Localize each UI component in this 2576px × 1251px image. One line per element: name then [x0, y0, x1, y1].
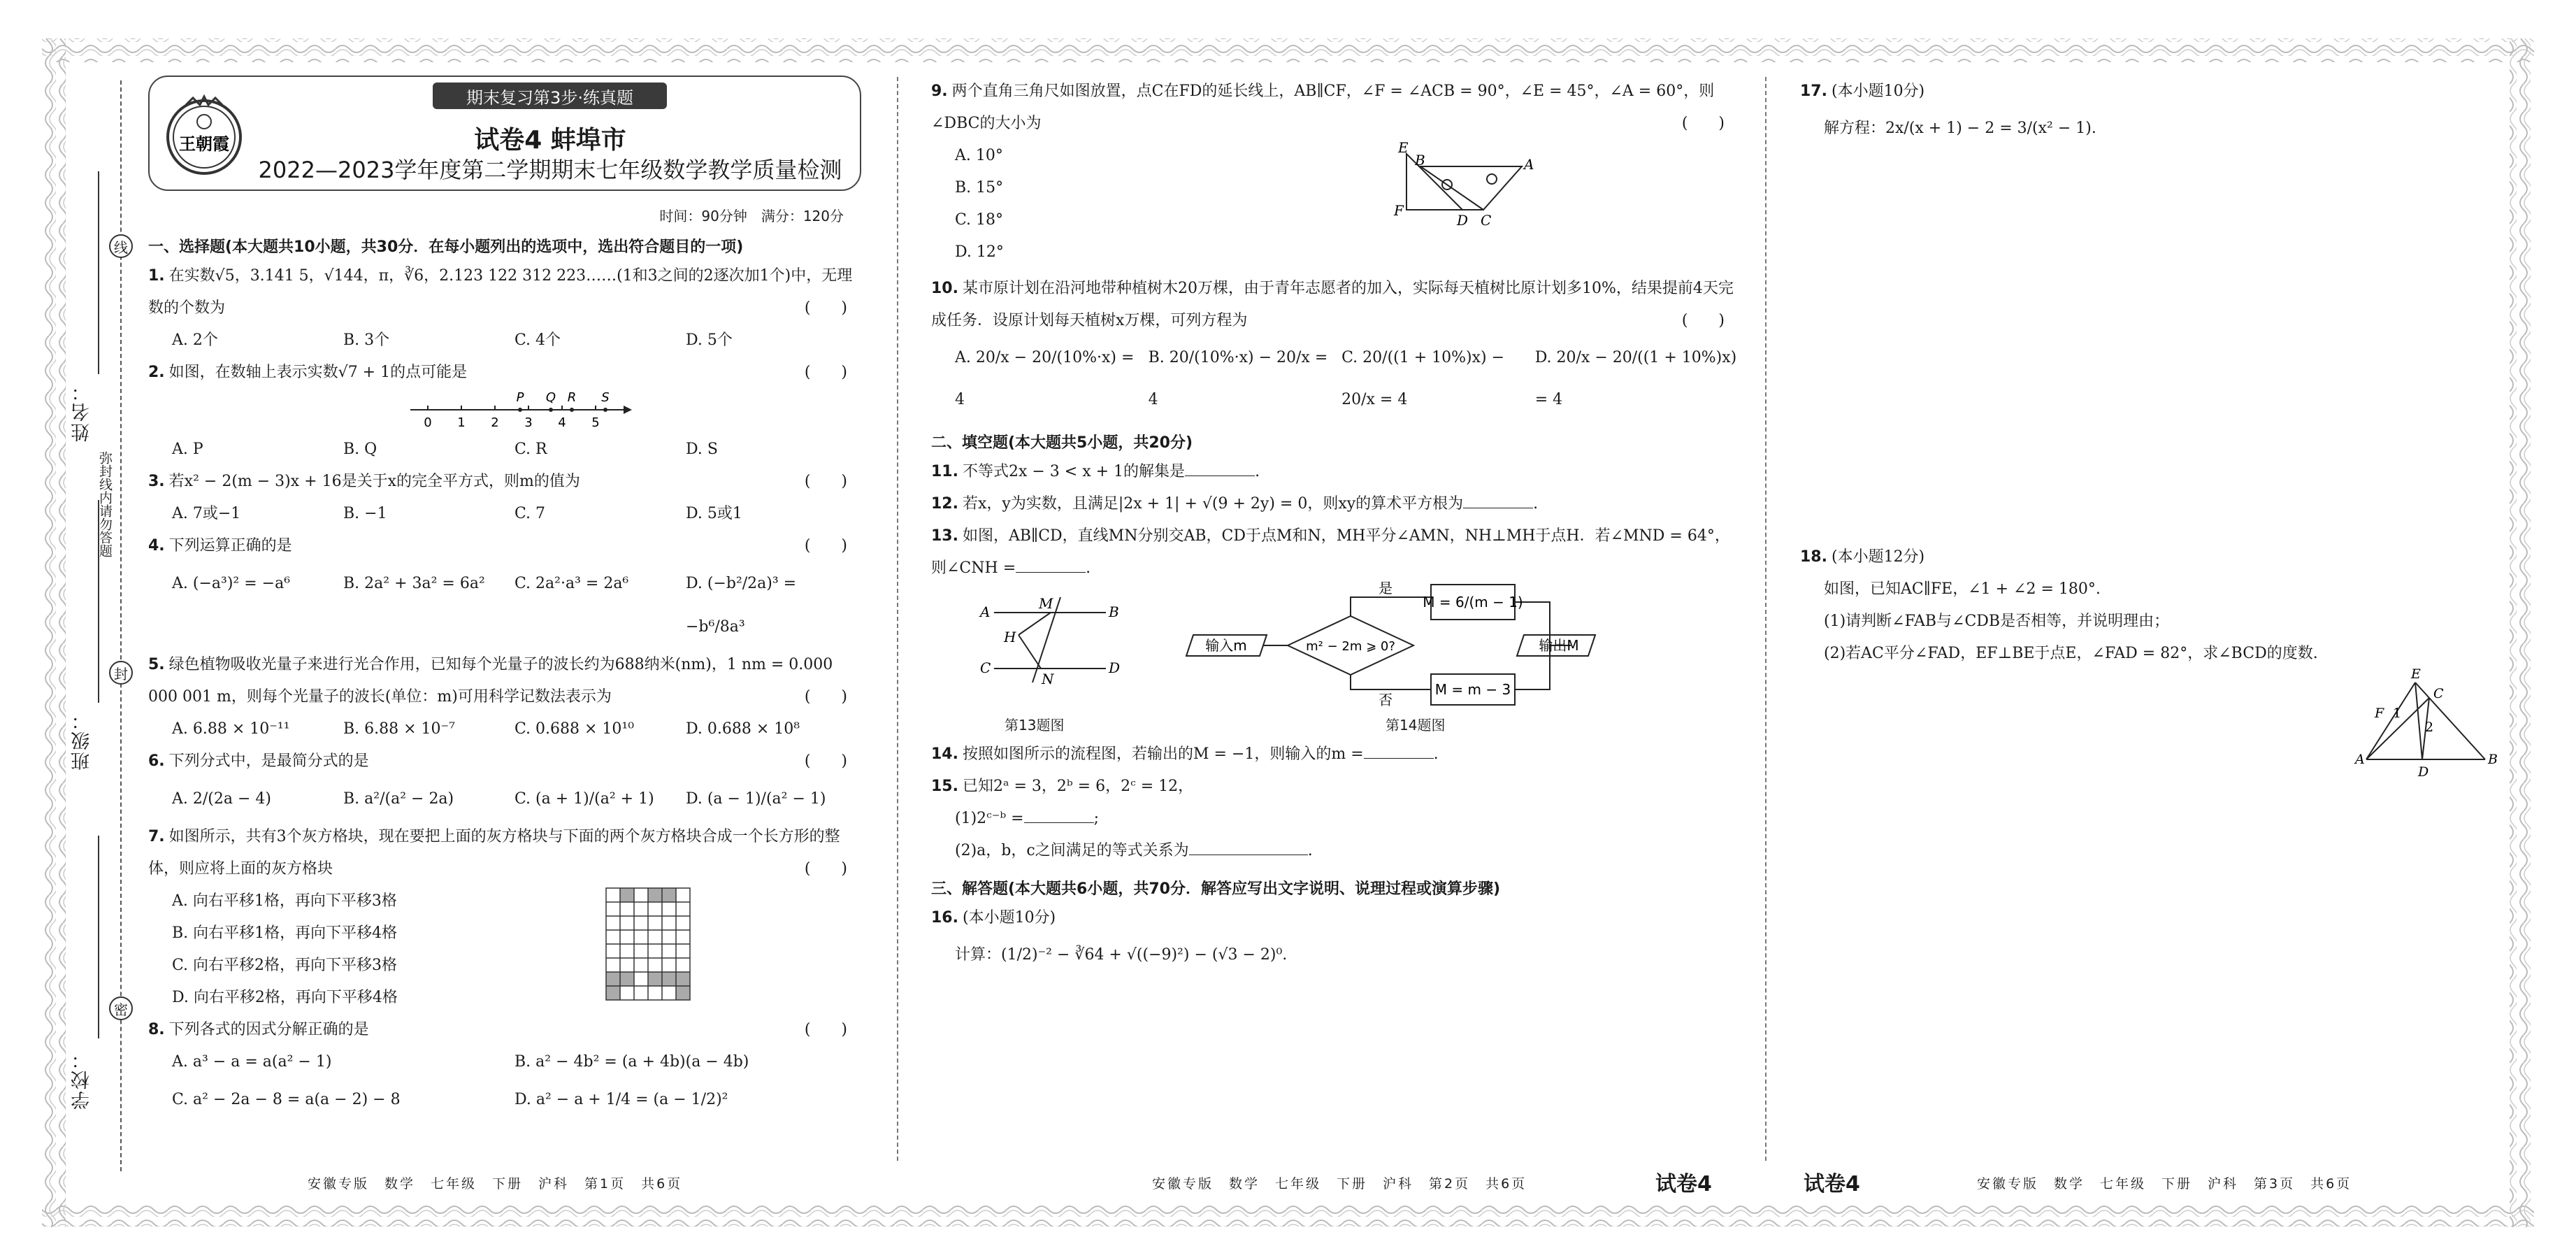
- question-12: 12. 若x，y为实数，且满足|2x + 1| + √(9 + 2y) = 0，则xy的算术平方根为 .: [931, 488, 1742, 520]
- section-1-title: 一、选择题(本大题共10小题，共30分．在每小题列出的选项中，选出符合题目的一项): [148, 238, 744, 256]
- exam-header: [148, 76, 861, 191]
- q5-options: [148, 713, 865, 745]
- q12-number: 12.: [931, 495, 958, 513]
- q5-answer-bracket[interactable]: ( ): [804, 688, 847, 706]
- q4-number: 4.: [148, 537, 165, 555]
- q10-option-b[interactable]: B. 20/(10%·x) − 20/x = 4: [1148, 349, 1328, 408]
- seal-mark-line: 线: [109, 234, 133, 258]
- q2-point-q: Q: [545, 390, 556, 405]
- q13-text: 如图，AB∥CD，直线MN分别交AB，CD于点M和N，MH平分∠AMN，NH⊥MH于点H．若∠MND = 64°，则∠CNH =: [931, 527, 1730, 577]
- q5-text: 绿色植物吸收光量子来进行光合作用，已知每个光量子的波长约为688纳米(nm)，1 nm = 0.000 000 001 m，则每个光量子的波长(单位：m)可用科学记数法表示为: [148, 656, 833, 706]
- question-4: [148, 530, 865, 562]
- q7-option-c[interactable]: C. 向右平移2格，再向下平移3格: [172, 957, 398, 974]
- question-1: [148, 260, 865, 324]
- q14-caption: 第14题图: [1386, 717, 1446, 734]
- class-label: 班级：: [71, 710, 93, 771]
- q14-text: 按照如图所示的流程图，若输出的M = −1，则输入的m =: [962, 745, 1364, 763]
- q13-label-d: D: [1109, 659, 1121, 676]
- q9-text: 两个直角三角尺如图放置，点C在FD的延长线上，AB∥CF，∠F = ∠ACB = 90°，∠E = 45°，∠A = 60°，则∠DBC的大小为: [931, 83, 1715, 132]
- question-18: [1800, 541, 2499, 573]
- question-11: 11. 不等式2x − 3 < x + 1的解集是 .: [931, 456, 1742, 488]
- q14-output-label: 输出M: [1539, 637, 1579, 654]
- q7-option-a[interactable]: A. 向右平移1格，再向下平移3格: [172, 892, 397, 910]
- q13-q14-figures: [931, 580, 1742, 738]
- q3-option-d[interactable]: D. 5或1: [686, 505, 742, 522]
- q2-point-s: S: [601, 390, 610, 405]
- question-6: [148, 745, 865, 778]
- q4-options: [148, 562, 865, 649]
- q8-options-row2: [148, 1078, 865, 1122]
- q2-number-line: [148, 389, 861, 431]
- q10-options: [931, 337, 1742, 421]
- q5-option-a[interactable]: A. 6.88 × 10⁻¹¹: [172, 720, 290, 738]
- q1-options: [148, 324, 865, 357]
- q3-option-c[interactable]: C. 7: [515, 505, 546, 522]
- q13-number: 13.: [931, 527, 958, 545]
- q2-option-d[interactable]: D. S: [686, 441, 718, 458]
- q14-condition-label: m² − 2m ⩾ 0?: [1306, 639, 1395, 654]
- q13-caption: 第13题图: [1005, 717, 1065, 734]
- q7-option-b[interactable]: B. 向右平移1格，再向下平移4格: [172, 924, 398, 942]
- q2-point-r: R: [567, 390, 577, 405]
- q2-option-b[interactable]: B. Q: [343, 441, 377, 458]
- q9-label-e: E: [1398, 139, 1409, 156]
- q10-option-c[interactable]: C. 20/((1 + 10%)x) − 20/x = 4: [1341, 349, 1505, 408]
- q4-option-c[interactable]: C. 2a²·a³ = 2a⁶: [515, 575, 629, 592]
- q3-options: [148, 498, 865, 530]
- seal-mark-dense: 密: [109, 996, 133, 1020]
- q2-tick-2: 2: [491, 415, 499, 430]
- column-divider-1: [897, 77, 898, 1161]
- q5-option-b[interactable]: B. 6.88 × 10⁻⁷: [343, 720, 455, 738]
- q3-option-a[interactable]: A. 7或−1: [172, 505, 241, 522]
- q10-option-d[interactable]: D. 20/x − 20/((1 + 10%)x) = 4: [1534, 349, 1737, 408]
- q3-number: 3.: [148, 473, 165, 490]
- q1-option-d[interactable]: D. 5个: [686, 331, 733, 349]
- q18-label-e: E: [2411, 666, 2421, 682]
- q4-option-d[interactable]: D. (−b²/2a)³ = −b⁶/8a³: [686, 575, 797, 636]
- q8-options-row1: [148, 1046, 865, 1078]
- q4-text: 下列运算正确的是: [168, 537, 292, 555]
- q9-label-c: C: [1481, 212, 1492, 229]
- q14-input-label: 输入m: [1205, 637, 1247, 654]
- q14-yes-label: 是: [1379, 580, 1393, 596]
- q6-option-d[interactable]: D. (a − 1)/(a² − 1): [686, 790, 826, 808]
- q15-part-1: (1)2ᶜ⁻ᵇ = ;: [931, 803, 1742, 835]
- q10-option-a[interactable]: A. 20/x − 20/(10%·x) = 4: [955, 349, 1135, 408]
- q14-no-label: 否: [1379, 692, 1393, 708]
- q7-answer-bracket[interactable]: ( ): [804, 860, 847, 878]
- q2-tick-1: 1: [457, 415, 466, 430]
- question-8: [148, 1014, 865, 1046]
- q18-label-c: C: [2433, 686, 2444, 701]
- q6-text: 下列分式中，是最简分式的是: [168, 752, 369, 770]
- q8-option-a[interactable]: A. a³ − a = a(a² − 1): [172, 1053, 332, 1071]
- q8-option-c[interactable]: C. a² − 2a − 8 = a(a − 2) − 8: [172, 1091, 401, 1108]
- q18-label-a: A: [2355, 752, 2365, 767]
- q8-text: 下列各式的因式分解正确的是: [168, 1021, 369, 1038]
- q18-score: (本小题12分): [1831, 548, 1925, 566]
- q13-label-c: C: [980, 659, 991, 676]
- q13-label-b: B: [1109, 603, 1119, 620]
- q5-option-c[interactable]: C. 0.688 × 10¹⁰: [515, 720, 635, 738]
- q9-label-a: A: [1524, 156, 1534, 173]
- q11-text: 不等式2x − 3 < x + 1的解集是: [962, 463, 1186, 480]
- q18-text: 如图，已知AC∥FE，∠1 + ∠2 = 180°.: [1824, 580, 2101, 598]
- seal-note: 弥封线内请勿答题: [97, 451, 113, 557]
- q9-number: 9.: [931, 83, 948, 100]
- q9-options: [931, 140, 1742, 269]
- q1-option-c[interactable]: C. 4个: [515, 331, 561, 349]
- q10-text: 某市原计划在沿河地带种植树木20万棵，由于青年志愿者的加入，实际每天植树比原计划多10%，结果提前4天完成任务．设原计划每天植树x万棵，可列方程为: [931, 280, 1734, 329]
- section-3-title: 三、解答题(本大题共6小题，共70分．解答应写出文字说明、说理过程或演算步骤): [931, 880, 1501, 898]
- q3-option-b[interactable]: B. −1: [343, 505, 387, 522]
- q15-part-2: (2)a，b，c之间满足的等式关系为 .: [931, 835, 1742, 867]
- q13-label-n: N: [1042, 671, 1054, 687]
- q9-option-a[interactable]: A. 10°: [955, 147, 1003, 164]
- exam-subtitle: 2022—2023学年度第二学期期末七年级数学教学质量检测: [258, 157, 842, 183]
- q2-text: 如图，在数轴上表示实数√7 + 1的点可能是: [168, 364, 468, 381]
- binding-sidebar: [71, 80, 154, 1171]
- q9-label-d: D: [1457, 212, 1469, 229]
- q13-parallel-lines-figure: [980, 592, 1120, 696]
- q18-part-2: (2)若AC平分∠FAD，EF⊥BE于点E，∠FAD = 82°，求∠BCD的度数.: [1824, 645, 2318, 662]
- logo-text: 王朝霞: [179, 134, 229, 154]
- q7-grid-figure: [606, 888, 704, 1011]
- footer-page-3: 安徽专版 数学 七年级 下册 沪科 第3页 共6页: [1977, 1176, 2352, 1192]
- question-2: [148, 357, 865, 389]
- q4-option-b[interactable]: B. 2a² + 3a² = 6a²: [343, 575, 485, 592]
- question-3: [148, 466, 865, 498]
- question-16: [931, 902, 1742, 934]
- q2-options: [148, 434, 865, 466]
- q14-box1-label: M = 6/(m − 1): [1423, 594, 1523, 610]
- q1-number: 1.: [148, 267, 165, 285]
- q14-flowchart: [1183, 580, 1602, 710]
- header-banner: 期末复习第3步·练真题: [433, 83, 667, 109]
- q13-answer-blank[interactable]: [1016, 556, 1086, 573]
- q8-option-d[interactable]: D. a² − a + 1/4 = (a − 1/2)²: [515, 1091, 728, 1108]
- school-field[interactable]: [98, 836, 99, 1038]
- q1-option-b[interactable]: B. 3个: [343, 331, 390, 349]
- q6-option-a[interactable]: A. 2/(2a − 4): [172, 790, 271, 808]
- column-1: [148, 76, 865, 1122]
- q15-sub2-text: (2)a，b，c之间满足的等式关系为: [955, 842, 1189, 859]
- footer-page-1: 安徽专版 数学 七年级 下册 沪科 第1页 共6页: [308, 1176, 683, 1192]
- q15-text: 已知2ᵃ = 3，2ᵇ = 6，2ᶜ = 12，: [962, 778, 1194, 795]
- q17-number: 17.: [1800, 83, 1827, 100]
- q11-answer-blank[interactable]: [1185, 459, 1255, 476]
- q17-text: 解方程：2x/(x + 1) − 2 = 3/(x² − 1).: [1824, 120, 2096, 137]
- q10-answer-bracket[interactable]: ( ): [1681, 312, 1725, 329]
- q16-number: 16.: [931, 909, 958, 927]
- q9-option-d[interactable]: D. 12°: [955, 243, 1004, 261]
- q6-number: 6.: [148, 752, 165, 770]
- column-divider-2: [1765, 77, 1766, 1161]
- q18-label-b: B: [2488, 752, 2498, 767]
- q6-option-c[interactable]: C. (a + 1)/(a² + 1): [515, 790, 654, 808]
- q15-sub1-blank[interactable]: [1024, 806, 1094, 823]
- exam-title: 试卷4 蚌埠市: [474, 126, 626, 155]
- q9-answer-bracket[interactable]: ( ): [1681, 115, 1725, 132]
- question-13: 13. 如图，AB∥CD，直线MN分别交AB，CD于点M和N，MH平分∠AMN，NH⊥MH于点H．若∠MND = 64°，则∠CNH = .: [931, 527, 1730, 577]
- q6-option-b[interactable]: B. a²/(a² − 2a): [343, 790, 454, 808]
- q1-option-a[interactable]: A. 2个: [172, 331, 218, 349]
- q7-number: 7.: [148, 828, 165, 845]
- q9-triangle-figure: [1379, 140, 1546, 231]
- q8-number: 8.: [148, 1021, 165, 1038]
- q7-text: 如图所示，共有3个灰方格块，现在要把上面的灰方格块与下面的两个灰方格块合成一个长方形的整体，则应将上面的灰方格块: [148, 828, 840, 878]
- question-10: [931, 273, 1742, 337]
- q18-label-d: D: [2418, 764, 2429, 780]
- question-9: [931, 76, 1742, 140]
- q17-answer-space[interactable]: [1800, 150, 2499, 541]
- q4-option-a[interactable]: A. (−a³)² = −a⁶: [172, 575, 291, 592]
- section-2-title: 二、填空题(本大题共5小题，共20分): [931, 434, 1193, 452]
- q2-tick-0: 0: [424, 415, 432, 430]
- name-field[interactable]: [98, 171, 99, 374]
- q12-text: 若x，y为实数，且满足|2x + 1| + √(9 + 2y) = 0，则xy的算术平方根为: [962, 495, 1464, 513]
- q3-text: 若x² − 2(m − 3)x + 16是关于x的完全平方式，则m的值为: [168, 473, 580, 490]
- q2-tick-5: 5: [591, 415, 600, 430]
- question-7: [148, 821, 865, 885]
- footer-page-2: 安徽专版 数学 七年级 下册 沪科 第2页 共6页: [1152, 1176, 1527, 1192]
- time-info: 时间：90分钟 满分：120分: [659, 208, 844, 224]
- q18-label-2: 2: [2425, 720, 2434, 735]
- q10-number: 10.: [931, 280, 958, 297]
- q18-label-1: 1: [2393, 706, 2402, 721]
- q15-sub2-blank[interactable]: [1189, 838, 1308, 855]
- q14-number: 14.: [931, 745, 958, 763]
- q6-options: [148, 778, 865, 821]
- q16-score: (本小题10分): [962, 909, 1056, 927]
- question-14: 14. 按照如图所示的流程图，若输出的M = −1，则输入的m = .: [931, 738, 1742, 771]
- q7-options: [148, 885, 865, 1014]
- q1-text: 在实数√5，3.141 5，√144，π，∛6，2.123 122 312 223……(1和3之间的2逐次加1个)中，无理数的个数为: [148, 267, 853, 317]
- paper-number-left: 试卷4: [1655, 1172, 1712, 1196]
- q9-option-c[interactable]: C. 18°: [955, 211, 1004, 229]
- q9-option-b[interactable]: B. 15°: [955, 179, 1004, 196]
- question-15: [931, 771, 1742, 803]
- q5-number: 5.: [148, 656, 165, 673]
- q5-option-d[interactable]: D. 0.688 × 10⁸: [686, 720, 800, 738]
- seal-mark-seal: 封: [109, 661, 133, 685]
- q2-tick-4: 4: [558, 415, 566, 430]
- q16-text: 计算：(1/2)⁻² − ∛64 + √((−9)²) − (√3 − 2)⁰.: [955, 946, 1288, 964]
- column-2: [931, 76, 1742, 976]
- q9-block: [931, 140, 1742, 273]
- q17-score: (本小题10分): [1831, 83, 1925, 100]
- q7-option-d[interactable]: D. 向右平移2格，再向下平移4格: [172, 989, 398, 1006]
- q13-label-m: M: [1039, 595, 1053, 612]
- school-label: 学校：: [71, 1049, 93, 1110]
- q9-label-f: F: [1394, 202, 1404, 219]
- q2-option-c[interactable]: C. R: [515, 441, 547, 458]
- question-17: [1800, 76, 2499, 108]
- q18-label-f: F: [2375, 706, 2384, 721]
- q1-answer-bracket[interactable]: ( ): [804, 299, 847, 317]
- q9-label-b: B: [1415, 152, 1425, 169]
- name-label: 姓名：: [71, 381, 93, 442]
- q8-option-b[interactable]: B. a² − 4b² = (a + 4b)(a − 4b): [515, 1053, 749, 1071]
- q14-box2-label: M = m − 3: [1434, 681, 1511, 698]
- q2-number: 2.: [148, 364, 165, 381]
- q6-answer-bracket[interactable]: ( ): [804, 752, 847, 770]
- q2-tick-3: 3: [524, 415, 533, 430]
- q13-label-a: A: [980, 603, 991, 620]
- question-5: [148, 649, 865, 713]
- q8-answer-bracket[interactable]: ( ): [804, 1021, 847, 1038]
- q11-number: 11.: [931, 463, 958, 480]
- q7-block: [148, 885, 865, 1014]
- q2-option-a[interactable]: A. P: [172, 441, 203, 458]
- q15-number: 15.: [931, 778, 958, 795]
- q3-answer-bracket[interactable]: ( ): [804, 473, 847, 490]
- paper-number-right: 试卷4: [1804, 1172, 1860, 1196]
- q4-answer-bracket[interactable]: ( ): [804, 537, 847, 555]
- q13-label-h: H: [1004, 629, 1016, 645]
- q18-number: 18.: [1800, 548, 1827, 566]
- q2-point-p: P: [516, 390, 524, 405]
- q14-answer-blank[interactable]: [1364, 742, 1434, 759]
- q15-sub1-text: (1)2ᶜ⁻ᵇ =: [955, 810, 1024, 827]
- q12-answer-blank[interactable]: [1463, 492, 1533, 508]
- q18-part-1: (1)请判断∠FAB与∠CDB是否相等，并说明理由；: [1824, 613, 2170, 630]
- q2-answer-bracket[interactable]: ( ): [804, 364, 847, 381]
- column-3: [1800, 76, 2499, 780]
- q18-geometry-figure: [2352, 666, 2498, 787]
